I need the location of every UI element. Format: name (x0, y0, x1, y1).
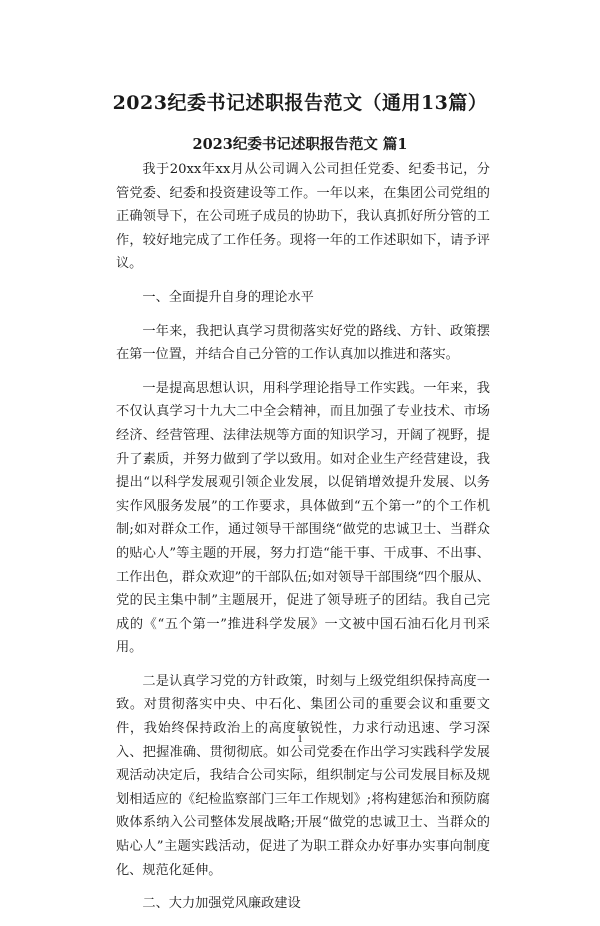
heading-party-conduct: 二、大力加强党风廉政建设 (142, 896, 301, 912)
paragraph-second-point: 二是认真学习党的方针政策，时刻与上级党组织保持高度一致。对贯彻落实中央、中石化、集团公司的重要会议和重要文件，我始终保持政治上的高度敏锐性，力求行动迅速、学习深入、把握准确、贯彻彻底。如公司党委在作出学习实践科学发展观活动决定后，我结合公司实际，组织制定与公司发展目标及规划相适应的《纪检监察部门三年工作规划》;将构建惩治和预防腐败体系纳入公司整体发展战略;开展“做党的忠诚卫士、当群众的贴心人”主题实践活动，促进了为职工群众办好事办实事向制度化、规范化延伸。 (116, 673, 490, 878)
document-body (116, 158, 490, 926)
document-title: 2023纪委书记述职报告范文（通用13篇） (112, 92, 488, 114)
section-title: 2023纪委书记述职报告范文 篇1 (192, 136, 408, 153)
page-number: 1 (297, 733, 303, 745)
paragraph-intro: 我于20xx年xx月从公司调入公司担任党委、纪委书记，分管党委、纪委和投资建设等工作。一年以来，在集团公司党组的正确领导下，在公司班子成员的协助下，我认真抓好所分管的工作，较好地完成了工作任务。现将一年的工作述职如下，请予评议。 (116, 162, 490, 272)
heading-theory-level: 一、全面提升自身的理论水平 (142, 289, 314, 305)
paragraph-first-point: 一是提高思想认识，用科学理论指导工作实践。一年来，我不仅认真学习十九大二中全会精神，而且加强了专业技术、市场经济、经营管理、法律法规等方面的知识学习，开阔了视野，提升了素质，并努力做到了学以致用。如对企业生产经营建设，我提出“以科学发展观引领企业发展，以促销增效提升发展、以务实作风服务发展”的工作要求，具体做到“五个第一”的个工作机制;如对群众工作，通过领导干部围绕“做党的忠诚卫士、当群众的贴心人”等主题的开展，努力打造“能干事、干成事、不出事、工作出色，群众欢迎”的干部队伍;如对领导干部围绕“四个服从、党的民主集中制”主题展开，促进了领导班子的团结。我自己完成的《“五个第一”推进科学发展》一文被中国石油石化月刊采用。 (116, 380, 490, 656)
paragraph-study-policy: 一年来，我把认真学习贯彻落实好党的路线、方针、政策摆在第一位置，并结合自己分管的工作认真加以推进和落实。 (116, 323, 490, 363)
